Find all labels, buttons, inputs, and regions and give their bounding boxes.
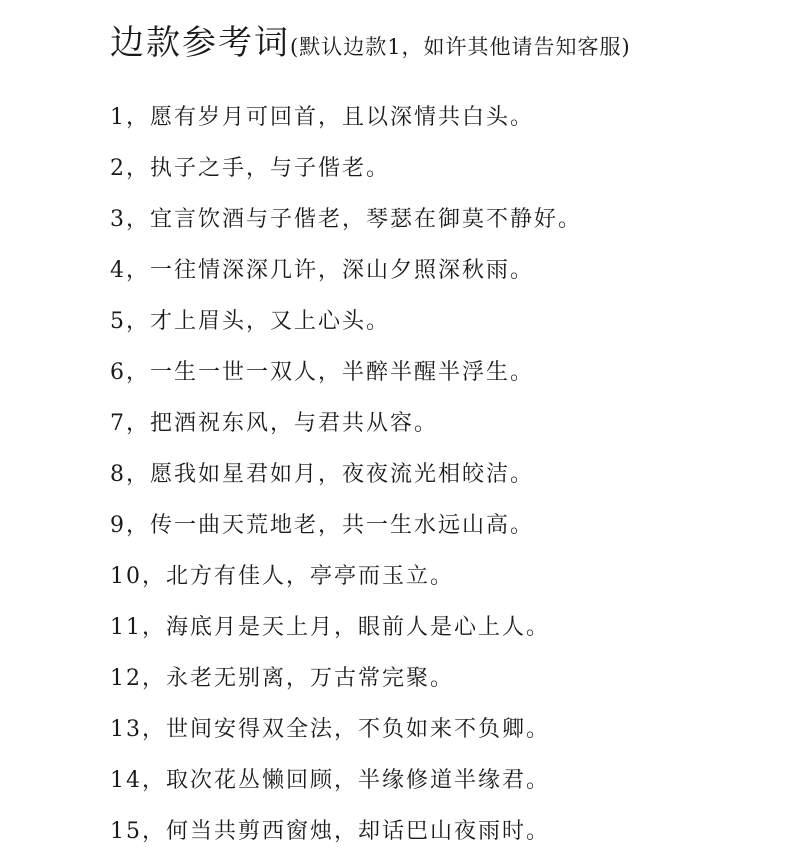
title-note: (默认边款1，如许其他请告知客服) — [290, 35, 631, 59]
inscription-line-2: 2，执子之手，与子偕老。 — [110, 156, 390, 181]
inscription-line-9: 9，传一曲天荒地老，共一生水远山高。 — [110, 513, 534, 538]
inscription-line-5: 5，才上眉头，又上心头。 — [110, 309, 390, 334]
inscription-line-7: 7，把酒祝东风，与君共从容。 — [110, 411, 438, 436]
inscription-line-13: 13，世间安得双全法，不负如来不负卿。 — [110, 717, 550, 742]
inscription-line-6: 6，一生一世一双人，半醉半醒半浮生。 — [110, 360, 534, 385]
title-main: 边款参考词 — [110, 23, 290, 63]
inscription-line-8: 8，愿我如星君如月，夜夜流光相皎洁。 — [110, 462, 534, 487]
inscription-list — [110, 103, 582, 868]
inscription-line-3: 3，宜言饮酒与子偕老，琴瑟在御莫不静好。 — [110, 207, 582, 232]
inscription-line-12: 12，永老无别离，万古常完聚。 — [110, 666, 454, 691]
inscription-line-4: 4，一往情深深几许，深山夕照深秋雨。 — [110, 258, 534, 283]
inscription-line-10: 10，北方有佳人，亭亭而玉立。 — [110, 564, 454, 589]
inscription-line-11: 11，海底月是天上月，眼前人是心上人。 — [110, 615, 550, 640]
inscription-line-14: 14，取次花丛懒回顾，半缘修道半缘君。 — [110, 768, 550, 793]
inscription-line-15: 15，何当共剪西窗烛，却话巴山夜雨时。 — [110, 819, 550, 844]
page-title — [110, 23, 631, 63]
inscription-line-1: 1，愿有岁月可回首，且以深情共白头。 — [110, 105, 534, 130]
